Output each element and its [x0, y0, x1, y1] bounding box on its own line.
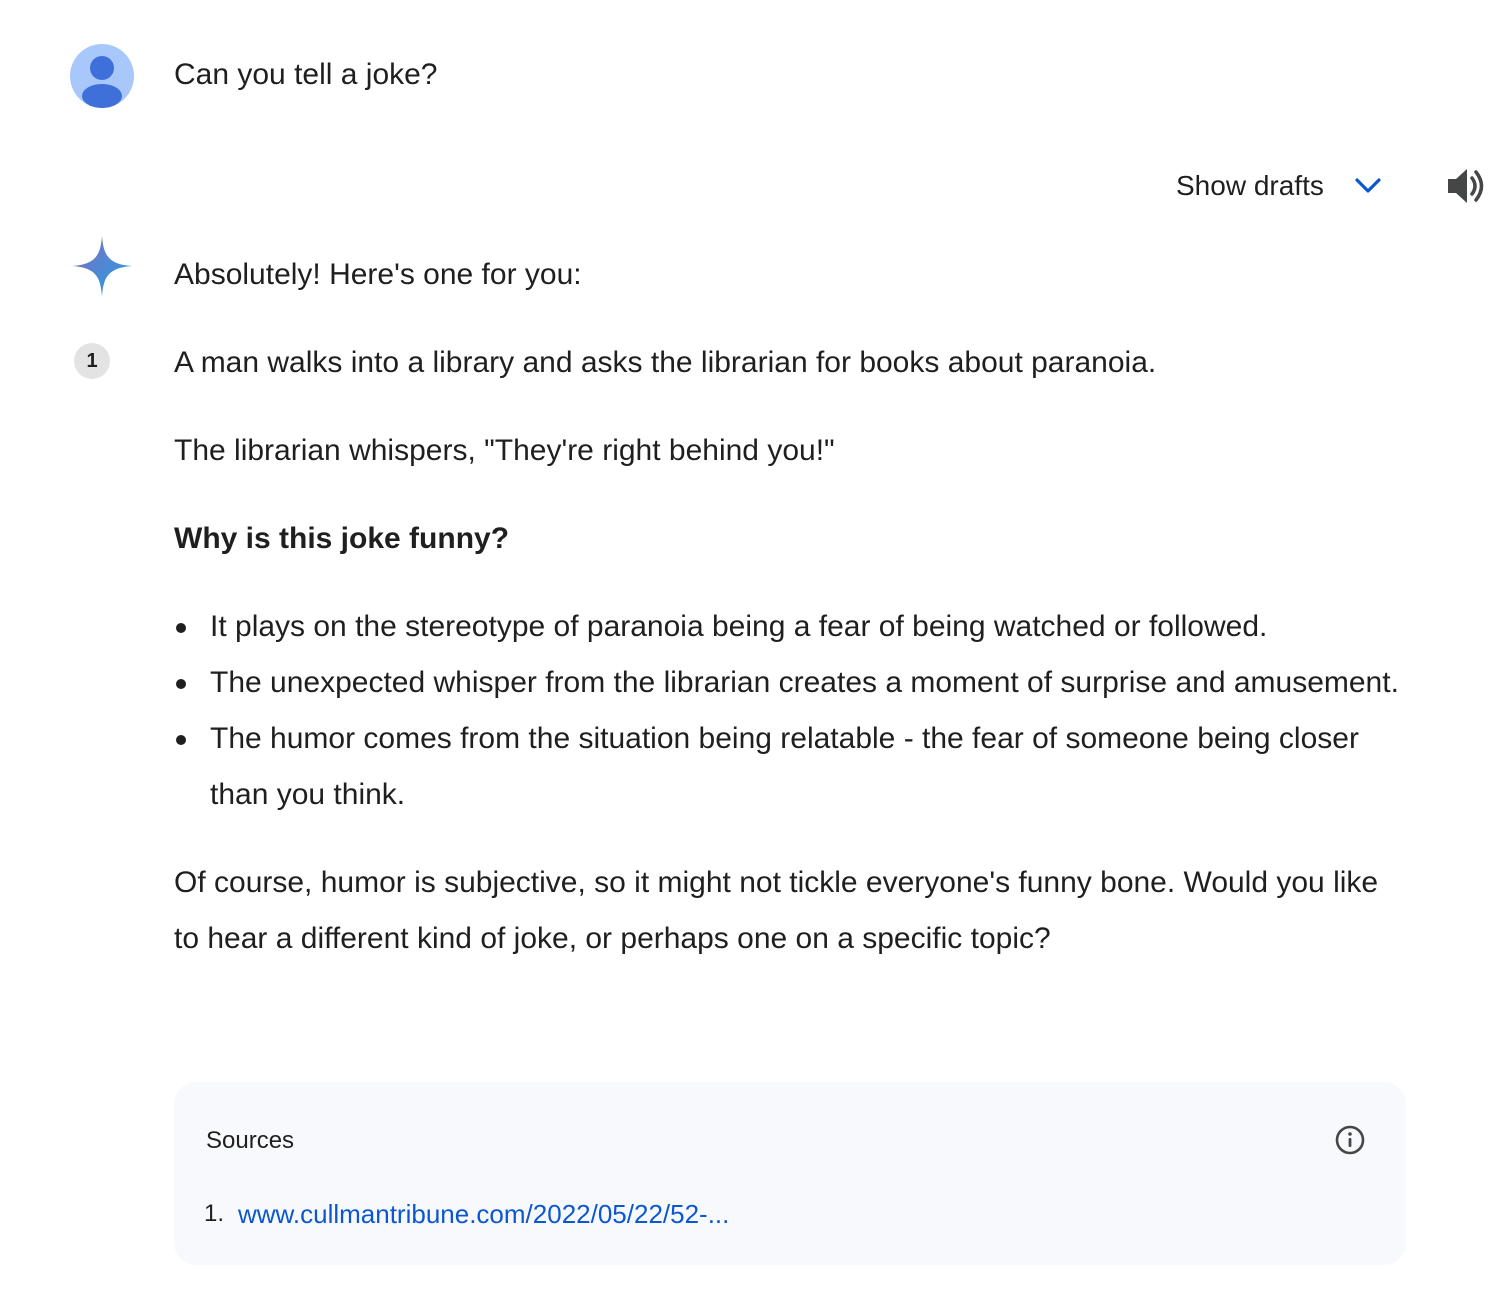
response-intro: Absolutely! Here's one for you: — [174, 258, 582, 291]
list-item-text: It plays on the stereotype of paranoia being a fear of being watched or followed. — [210, 610, 1268, 643]
draft-number-badge[interactable]: 1 — [74, 343, 110, 379]
user-avatar-icon — [70, 44, 134, 108]
bullet-icon — [176, 679, 186, 689]
response-body — [174, 247, 1406, 967]
info-icon[interactable] — [1334, 1124, 1366, 1156]
list-item — [174, 655, 1406, 711]
list-item-text: The humor comes from the situation being relatable - the fear of someone being closer than you think. — [210, 722, 1359, 811]
source-number: 1. — [204, 1200, 225, 1227]
explanation-list — [174, 599, 1406, 823]
show-drafts-label: Show drafts — [1176, 170, 1324, 201]
sources-title: Sources — [206, 1127, 295, 1154]
list-item — [174, 711, 1406, 823]
joke-setup: A man walks into a library and asks the librarian for books about paranoia. — [174, 346, 1157, 379]
list-item-text: The unexpected whisper from the librarian creates a moment of surprise and amusement. — [210, 666, 1399, 699]
show-drafts-button[interactable] — [1176, 164, 1384, 208]
explanation-heading: Why is this joke funny? — [174, 522, 510, 555]
joke-punchline: The librarian whispers, "They're right behind you!" — [174, 434, 835, 467]
bullet-icon — [176, 735, 186, 745]
sources-card — [174, 1082, 1406, 1265]
gemini-sparkle-icon — [72, 236, 132, 296]
list-item — [174, 599, 1406, 655]
chevron-down-icon — [1352, 170, 1384, 202]
bullet-icon — [176, 623, 186, 633]
source-link[interactable]: www.cullmantribune.com/2022/05/22/52-... — [238, 1199, 730, 1229]
source-item — [204, 1196, 729, 1232]
response-closing: Of course, humor is subjective, so it might not tickle everyone's funny bone. Would you like to hear a different kind of joke, or perhaps one on a specific topic? — [174, 866, 1379, 955]
user-query-text: Can you tell a joke? — [174, 58, 438, 91]
speaker-icon[interactable] — [1444, 164, 1488, 208]
